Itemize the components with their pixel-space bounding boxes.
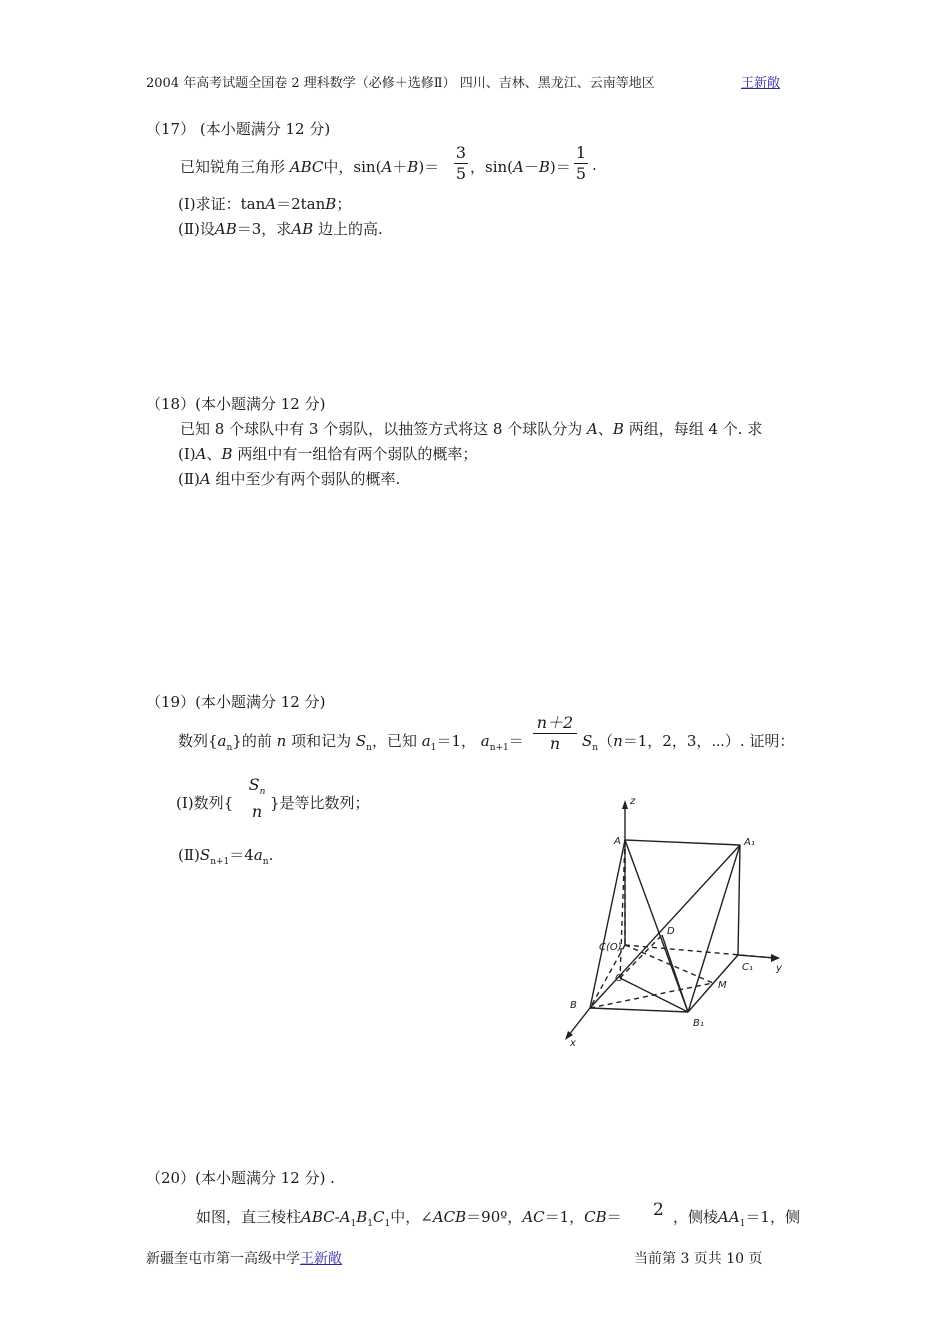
header-title: 2004 年高考试题全国卷 2 理科数学（必修＋选修Ⅱ） 四川、吉林、黑龙江、云南等地区: [146, 76, 655, 91]
header-author-link[interactable]: 王新敞: [741, 76, 781, 91]
q19-part1-end: }是等比数列；: [270, 794, 370, 812]
label-x: x: [570, 1038, 576, 1049]
edge-A1-B1: [688, 845, 740, 1012]
q19-part2: $(Ⅱ)S_{n+1}=4a_n$.: [178, 846, 274, 867]
q18-heading: （18）(本小题满分 12 分): [146, 395, 326, 413]
label-B: B: [570, 1000, 577, 1011]
label-B1: B₁: [693, 1018, 704, 1029]
page-footer-left: [146, 1248, 342, 1268]
y-axis: [738, 955, 775, 958]
q18-stem: 已知 8 个球队中有 3 个弱队，以抽签方式将这 8 个球队分为 A、B 两组，每组 4 个. 求: [180, 420, 763, 438]
label-M: M: [718, 980, 727, 991]
label-y: y: [776, 963, 782, 974]
q17-stem: 已知锐角三角形 ABC中，sin(A＋B)＝: [180, 158, 440, 176]
footer-author-link[interactable]: 王新敞: [300, 1251, 342, 1267]
page-header: [146, 72, 655, 91]
label-D: D: [667, 926, 675, 937]
segment-C-M-hidden: [625, 945, 713, 983]
q19-heading: （19）(本小题满分 12 分): [146, 693, 326, 711]
y-axis-arrow: [771, 954, 780, 962]
q17-part2: (Ⅱ)设AB＝3，求AB 边上的高.: [178, 220, 383, 238]
segment-G-D-hidden: [620, 935, 662, 978]
prism-figure: [550, 790, 800, 1050]
z-axis-arrow: [622, 800, 628, 809]
q17-part1: (Ⅰ)求证：tanA＝2tanB；: [178, 195, 352, 213]
q19-stem: 数列$\{a_n\}$的前 n 项和记为 $S_n$，已知 $a_1=1$， $a_{n+1}=$: [178, 732, 524, 753]
q19-fraction-sn-n: $S_n$ n: [248, 775, 266, 821]
edge-A-A1: [625, 840, 740, 845]
label-A1: A₁: [744, 837, 755, 848]
label-z: z: [630, 796, 636, 807]
edge-A1-C1: [738, 845, 740, 955]
q20-stem: 如图，直三棱柱ABC-$A_1B_1C_1$中，∠ACB＝90º，AC＝1，CB＝: [196, 1208, 622, 1229]
q17-fraction-1-5: 1 5: [575, 143, 587, 183]
label-A: A: [614, 836, 621, 847]
q19-stem-cont: $S_n(n=1$，2，3，⋯）. 证明：: [582, 732, 795, 753]
q19-fraction: n＋2 n: [533, 714, 577, 753]
q18-part2: (Ⅱ)A 组中至少有两个弱队的概率.: [178, 470, 401, 488]
q17-stem-cont: ，sin(A－B)＝: [470, 158, 571, 176]
q17-stem-end: .: [592, 156, 597, 174]
edge-B-B1: [590, 1008, 688, 1012]
q17-fraction-3-5: 3 5: [455, 143, 467, 183]
q20-heading: （20）(本小题满分 12 分) .: [146, 1169, 335, 1187]
q19-part1-label: (Ⅰ)数列{: [176, 794, 234, 812]
label-C-O: C(O): [599, 942, 622, 953]
x-axis: [568, 1008, 590, 1036]
footer-school: 新疆奎屯市第一高级中学: [146, 1251, 300, 1267]
q20-stem-cont: ，侧棱$AA_1=1$，侧: [673, 1208, 800, 1229]
footer-page-number: 当前第 3 页共 10 页: [634, 1251, 763, 1267]
q20-sqrt-2: 2: [653, 1200, 664, 1220]
q17-heading: （17） (本小题满分 12 分): [146, 120, 331, 138]
edge-B1-C1: [688, 955, 738, 1012]
q18-part1: (Ⅰ)A、B 两组中有一组恰有两个弱队的概率；: [178, 445, 478, 463]
label-C1: C₁: [742, 962, 753, 973]
label-G: G: [615, 973, 623, 984]
